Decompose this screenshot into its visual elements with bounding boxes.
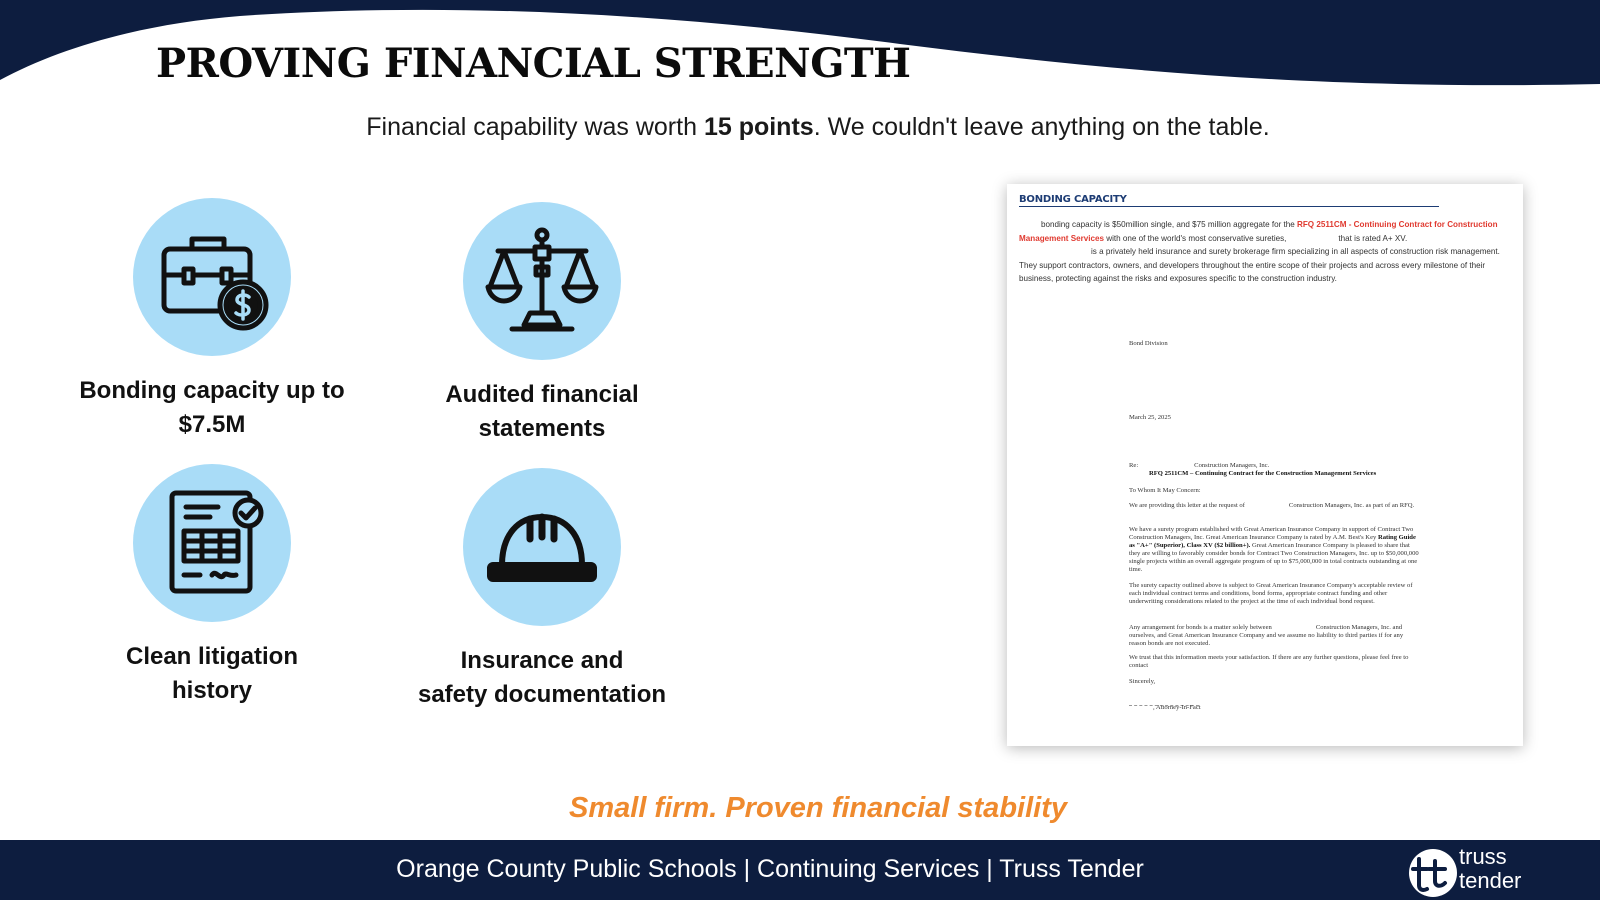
feature-label-line2: safety documentation bbox=[417, 681, 667, 708]
feature-bonding bbox=[47, 198, 377, 442]
feature-litigation bbox=[47, 464, 377, 708]
feature-label-line1: Clean litigation bbox=[125, 643, 298, 670]
feature-circle bbox=[133, 464, 291, 622]
feature-label-line2: statements bbox=[478, 415, 606, 442]
briefcase-dollar-icon bbox=[152, 217, 272, 337]
bonding-letter-document bbox=[1007, 184, 1523, 746]
feature-audited bbox=[377, 202, 707, 446]
letter-paragraph: We are providing this letter at the request of Construction Managers, Inc. as part of an RFQ. bbox=[1129, 502, 1415, 509]
feature-insurance bbox=[377, 468, 707, 712]
feature-label-line1: Bonding capacity up to bbox=[79, 377, 345, 404]
logo-text: truss tender bbox=[1459, 844, 1522, 893]
letter-re: Re: Construction Managers, Inc. RFQ 2511CM – Continuing Contract for the Construction Management Services bbox=[1129, 462, 1377, 477]
feature-label-line2: $7.5M bbox=[178, 411, 246, 438]
logo-mark-icon bbox=[1409, 849, 1457, 897]
document-table-icon bbox=[152, 483, 272, 603]
feature-circle bbox=[133, 198, 291, 356]
letter-date: March 25, 2025 bbox=[1129, 414, 1171, 421]
letter-closing: Sincerely, bbox=[1129, 678, 1156, 685]
truss-tender-logo bbox=[1409, 845, 1539, 897]
tagline: Small firm. Proven financial stability bbox=[569, 792, 1067, 824]
letter-paragraph: We have a surety program established with Great American Insurance Company in support of Contract Two Construction Managers, Inc. Great American Insurance Company is rated by A.M. Best's Key Rating Guide as "A+" (Superior), Class XV ($2 billion+). Great American Insurance Company is pleased to share that they are willing to favorably consider bonds for Contract Two Construction Managers, Inc. up to $50,000,000 single projects within an overall aggregate program of up to $75,000,000 in total contracts outstanding at one time. bbox=[1129, 526, 1419, 573]
document-heading: BONDING CAPACITY bbox=[1019, 194, 1439, 207]
letter-division: Bond Division bbox=[1129, 340, 1168, 347]
feature-label-line1: Audited financial bbox=[445, 381, 639, 408]
letter-signature: , Attorney-In-Fact bbox=[1153, 704, 1201, 711]
page-title: PROVING FINANCIAL STRENGTH bbox=[156, 40, 911, 87]
letter-paragraph: The surety capacity outlined above is subject to Great American Insurance Company's acceptable review of each individual contract terms and conditions, bond forms, appropriate contract funding and other underwriting considerations related to the project at the time of each individual bond request. bbox=[1129, 582, 1413, 605]
letter-paragraph: We trust that this information meets your satisfaction. If there are any further questions, please feel free to contact bbox=[1129, 654, 1409, 669]
feature-label-line2: history bbox=[171, 677, 252, 704]
feature-circle bbox=[463, 202, 621, 360]
subtitle-highlight: 15 points bbox=[703, 113, 814, 141]
subtitle: Financial capability was worth 15 points. We couldn't leave anything on the table. bbox=[366, 113, 1270, 141]
letter-salutation: To Whom It May Concern: bbox=[1129, 487, 1201, 494]
scales-icon bbox=[482, 221, 602, 341]
letter-paragraph: Any arrangement for bonds is a matter solely between Construction Managers, Inc. and ourselves, and Great American Insurance Company and we assume no liability to third parties if for any reason bonds are not executed. bbox=[1129, 624, 1404, 647]
hard-hat-icon bbox=[482, 487, 602, 607]
footer-text: Orange County Public Schools | Continuing Services | Truss Tender bbox=[396, 855, 1144, 883]
document-summary: bonding capacity is $50million single, and $75 million aggregate for the RFQ 2511CM - Continuing Contract for Construction Management Services with one of the world's most conservative sureties, that is rated A+ XV. is a privately held insurance and surety brokerage firm specializing in all aspects of construction risk management. They support contractors, owners, and developers throughout the entire scope of their projects and across every milestone of their business, protecting against the risks and exposures specific to the construction industry. bbox=[1019, 220, 1500, 283]
footer-bar bbox=[0, 840, 1600, 900]
feature-circle bbox=[463, 468, 621, 626]
feature-label-line1: Insurance and bbox=[460, 647, 624, 674]
